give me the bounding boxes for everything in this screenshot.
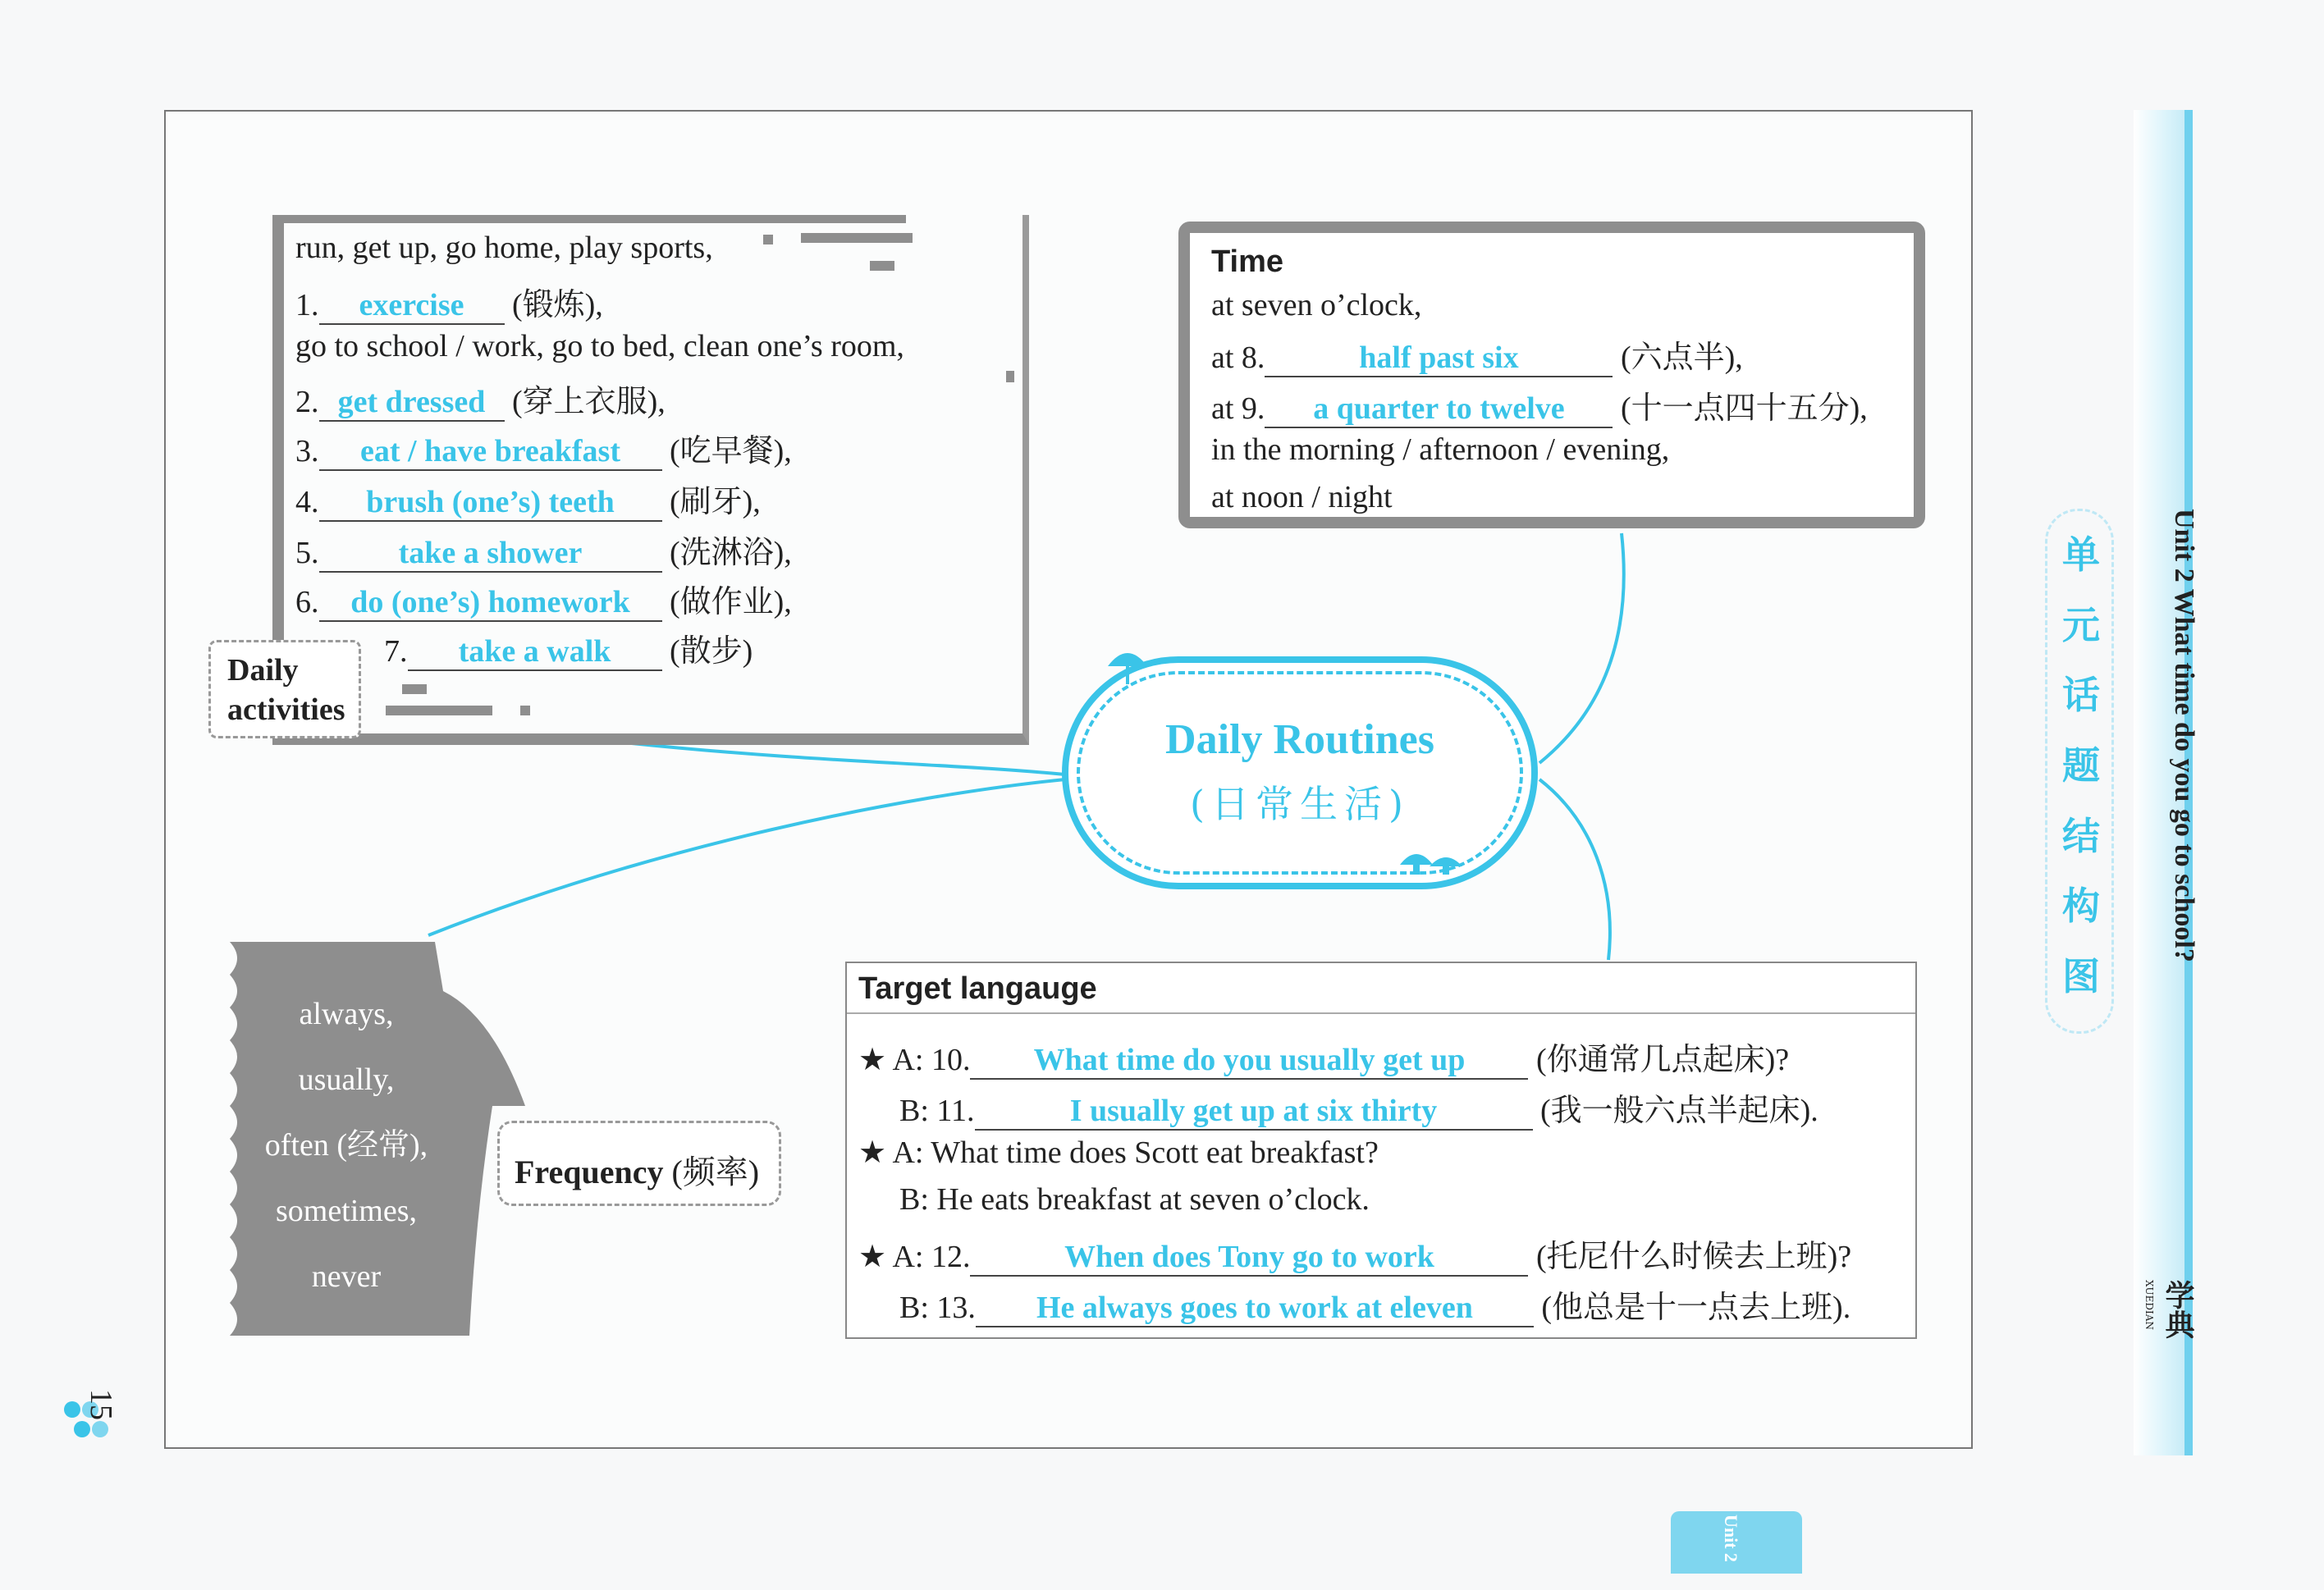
answer-blank: do (one’s) homework <box>319 584 662 622</box>
page-number: 15 <box>84 1389 118 1420</box>
answer-blank: When does Tony go to work <box>970 1239 1528 1277</box>
decor-dot <box>272 561 282 573</box>
activity-item-3: 3. eat / have breakfast (吃早餐), <box>295 425 792 471</box>
activity-item-2: 2. get dressed (穿上衣服), <box>295 376 666 422</box>
target-q11: B: 11. I usually get up at six thirty (我一般六点半起床). <box>899 1085 1818 1131</box>
answer-blank: exercise <box>319 287 505 325</box>
answer-blank: take a shower <box>319 535 662 573</box>
activity-item-6: 6. do (one’s) homework (做作业), <box>295 576 792 622</box>
center-title: Daily Routines <box>1165 716 1434 763</box>
time-line-1: at seven o’clock, <box>1211 288 1422 322</box>
answer-blank: What time do you usually get up <box>970 1042 1528 1080</box>
unit-tab: Unit 2 <box>1671 1511 1802 1574</box>
target-heading: Target langauge <box>858 971 1097 1006</box>
answer-blank: He always goes to work at eleven <box>976 1290 1534 1327</box>
target-q12: ★ A: 12. When does Tony go to work (托尼什么时候去上班)? <box>858 1231 1851 1277</box>
activity-item-4: 4. brush (one’s) teeth (刷牙), <box>295 476 761 522</box>
target-q13: B: 13. He always goes to work at eleven (他总是十一点去上班). <box>899 1282 1851 1327</box>
answer-blank: eat / have breakfast <box>319 433 662 471</box>
answer-blank: take a walk <box>408 633 662 671</box>
answer-blank: get dressed <box>319 384 505 422</box>
star-icon: ★ <box>858 1043 887 1077</box>
frequency-label: Frequency (频率) <box>497 1121 781 1206</box>
time-box <box>1178 222 1925 528</box>
time-item-8: at 8. half past six (六点半), <box>1211 331 1743 377</box>
activity-item-5: 5. take a shower (洗淋浴), <box>295 527 792 573</box>
answer-blank: brush (one’s) teeth <box>319 484 662 522</box>
activity-item-7: 7. take a walk (散步) <box>384 625 753 671</box>
time-line-4: in the morning / afternoon / evening, <box>1211 432 1670 467</box>
target-header <box>847 963 1915 1014</box>
umbrella-icon <box>1103 638 1152 688</box>
target-language-box <box>845 962 1917 1339</box>
decor-dot <box>1006 371 1014 382</box>
target-q10: ★ A: 10. What time do you usually get up (你通常几点起床)? <box>858 1034 1789 1080</box>
answer-blank: half past six <box>1265 340 1613 377</box>
target-qa: ★ A: What time does Scott eat breakfast? <box>858 1135 1379 1170</box>
time-heading: Time <box>1211 244 1284 279</box>
unit-title: Unit 2 What time do you go to school? <box>2169 509 2199 962</box>
activities-top-bar <box>272 215 906 223</box>
time-item-9: at 9. a quarter to twelve (十一点四十五分), <box>1211 382 1868 428</box>
star-icon: ★ <box>858 1240 887 1274</box>
decor-bar <box>386 706 492 715</box>
target-qb: B: He eats breakfast at seven o’clock. <box>899 1182 1370 1217</box>
activities-content <box>295 230 1001 689</box>
activity-item-1: 1. exercise (锻炼), <box>295 279 603 325</box>
activities-line-2: go to school / work, go to bed, clean one’s room, <box>295 329 904 363</box>
mushroom-icon <box>1397 843 1466 876</box>
brand-logo: 学典 XUEDIAN <box>2143 1280 2195 1339</box>
decor-dot <box>520 706 530 715</box>
chapter-title-frame <box>2045 509 2114 1034</box>
star-icon: ★ <box>858 1135 887 1170</box>
frequency-words: always, usually, often (经常), sometimes, never <box>264 997 428 1294</box>
chapter-title: 单 元 话 题 结 构 图 <box>2062 532 2100 998</box>
activities-label: Daily activities <box>208 640 361 738</box>
center-subtitle: (日常生活) <box>1190 782 1410 826</box>
activities-line-1: run, get up, go home, play sports, <box>295 231 713 265</box>
answer-blank: a quarter to twelve <box>1265 391 1613 428</box>
time-line-5: at noon / night <box>1211 480 1393 514</box>
answer-blank: I usually get up at six thirty <box>975 1093 1533 1131</box>
